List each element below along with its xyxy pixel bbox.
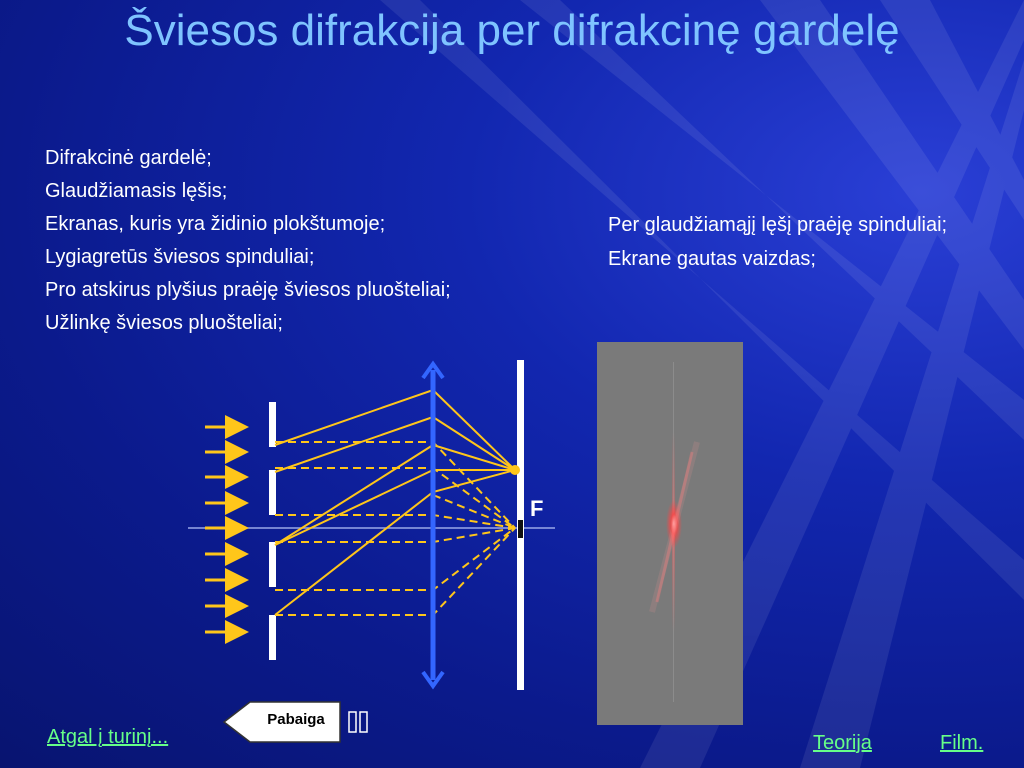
lens-rays-text: Per glaudžiamąjį lęšį praėję spinduliai; <box>608 214 948 236</box>
theory-link[interactable]: Teorija <box>813 732 872 754</box>
diffraction-grating <box>269 402 276 660</box>
diffraction-diagram <box>180 350 570 695</box>
focus-marker <box>518 520 523 538</box>
focus-point <box>510 465 520 475</box>
back-to-contents-link[interactable]: Atgal į turinį... <box>47 726 169 748</box>
end-button-label[interactable]: Pabaiga <box>267 711 325 728</box>
diffraction-image <box>597 342 743 725</box>
small-nav-icon[interactable] <box>348 711 368 733</box>
focus-label: F <box>530 496 544 521</box>
film-link[interactable]: Film. <box>940 732 984 754</box>
list-item: Lygiagretūs šviesos spinduliai; <box>45 246 315 268</box>
incoming-rays <box>205 427 246 632</box>
component-list <box>45 142 451 340</box>
page-title: Šviesos difrakcija per difrakcinę gardelę <box>124 6 900 55</box>
right-description <box>608 212 968 280</box>
list-item: Difrakcinė gardelė; <box>45 147 212 169</box>
converging-lens <box>423 364 443 686</box>
screen-image-text: Ekrane gautas vaizdas; <box>608 248 816 270</box>
list-item: Ekranas, kuris yra židinio plokštumoje; <box>45 213 386 235</box>
list-item: Pro atskirus plyšius praėję šviesos pluošteliai; <box>45 279 451 301</box>
list-item: Užlinkę šviesos pluošteliai; <box>45 312 283 334</box>
list-item: Glaudžiamasis lęšis; <box>45 180 228 202</box>
